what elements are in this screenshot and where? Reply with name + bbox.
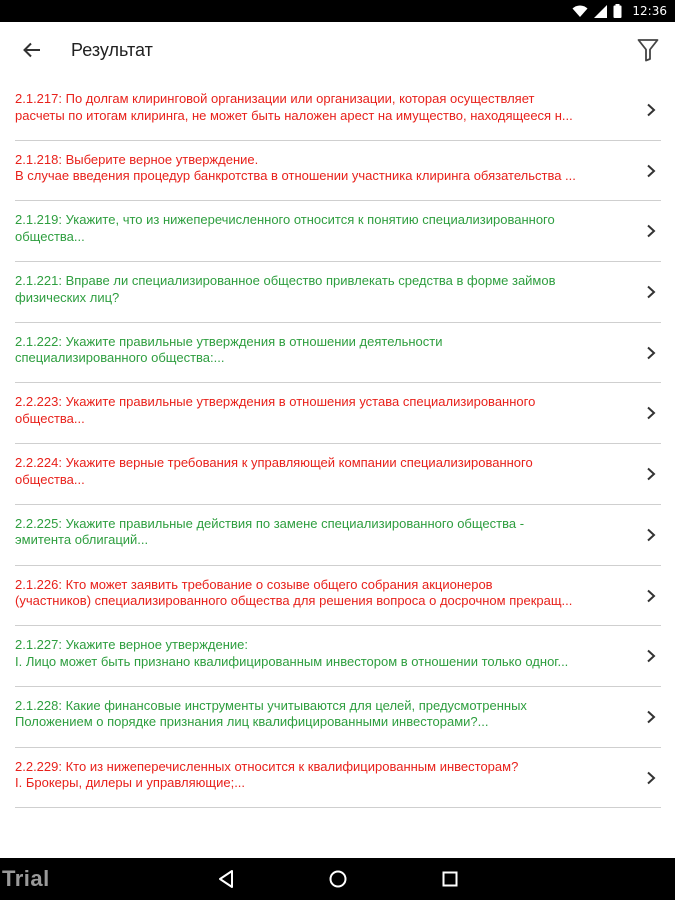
question-text [15,91,625,124]
question-line-1: 2.1.218: Выберите верное утверждение. [15,151,259,167]
chevron-right-icon [644,223,658,239]
question-text [15,273,625,306]
question-line-2: общества... [15,410,85,426]
question-line-2: Положением о порядке признания лиц квалифицированными инвесторами?... [15,714,489,730]
question-line-2: (участников) специализированного общества для решения вопроса о досрочном прекращ... [15,593,573,608]
filter-button[interactable] [634,36,662,64]
list-item[interactable] [0,383,675,444]
nav-recents-button[interactable] [439,868,461,890]
question-text [15,516,625,549]
list-item[interactable] [0,748,675,809]
question-line-1: 2.1.217: По долгам клиринговой организации или организации, которая осуществляет [15,91,535,106]
question-line-2: I. Лицо может быть признано квалифицированным инвестором в отношении только одног... [15,653,569,669]
chevron-right-icon [644,709,658,725]
question-line-1: 2.2.225: Укажите правильные действия по замене специализированного общества - [15,515,525,531]
nav-back-button[interactable] [215,868,237,890]
triangle-back-icon [217,869,235,889]
status-time: 12:36 [632,4,667,18]
wifi-icon [572,5,588,18]
list-item[interactable] [0,201,675,262]
list-item[interactable] [0,505,675,566]
question-line-2: эмитента облигаций... [15,532,149,548]
question-line-1: 2.1.221: Вправе ли специализированное общество привлекать средства в форме займов [15,273,556,289]
list-item[interactable] [0,566,675,627]
back-button[interactable] [18,38,46,62]
filter-icon [637,38,659,62]
chevron-right-icon [644,770,658,786]
square-recents-icon [441,870,459,888]
chevron-right-icon [644,102,658,118]
question-line-2: общества... [15,228,85,244]
question-text [15,334,625,367]
list-item[interactable] [0,262,675,323]
status-bar [0,0,675,22]
chevron-right-icon [644,405,658,421]
chevron-right-icon [644,588,658,604]
question-line-1: 2.1.227: Укажите верное утверждение: [15,637,249,653]
question-text [15,455,625,488]
question-line-1: 2.1.226: Кто может заявить требование о созыве общего собрания акционеров [15,576,493,592]
question-line-1: 2.2.224: Укажите верные требования к управляющей компании специализированного [15,455,533,471]
list-item[interactable] [0,141,675,202]
question-text [15,152,625,185]
chevron-right-icon [644,527,658,543]
question-line-1: 2.2.223: Укажите правильные утверждения в отношения устава специализированного [15,394,536,410]
question-text [15,394,625,427]
question-text [15,577,625,610]
app-bar [0,22,675,78]
navigation-bar [0,858,675,900]
page-title: Результат [71,40,153,60]
chevron-right-icon [644,648,658,664]
question-text [15,637,625,670]
list-item[interactable] [0,323,675,384]
question-line-2: физических лиц? [15,289,120,305]
question-text [15,212,625,245]
results-list [0,80,675,808]
list-item[interactable] [0,626,675,687]
chevron-right-icon [644,163,658,179]
divider [15,807,661,808]
list-item[interactable] [0,687,675,748]
trial-watermark: Trial [2,866,50,891]
list-item[interactable] [0,80,675,141]
question-line-2: специализированного общества:... [15,350,225,366]
question-line-2: расчеты по итогам клиринга, не может быть наложен арест на имущество, находящееся н... [15,107,573,123]
list-item[interactable] [0,444,675,505]
chevron-right-icon [644,466,658,482]
question-line-2: В случае введения процедур банкротства в отношении участника клиринга обязательства ... [15,168,576,184]
question-line-1: 2.2.229: Кто из нижеперечисленных относится к квалифицированным инвесторам? [15,758,519,774]
nav-home-button[interactable] [327,868,349,890]
arrow-back-icon [23,42,41,58]
question-text [15,759,625,792]
question-line-2: общества... [15,471,85,487]
question-line-1: 2.1.228: Какие финансовые инструменты учитываются для целей, предусмотренных [15,697,527,713]
question-line-1: 2.1.222: Укажите правильные утверждения в отношении деятельности [15,333,443,349]
question-line-2: I. Брокеры, дилеры и управляющие;... [15,775,246,791]
question-text [15,698,625,731]
chevron-right-icon [644,284,658,300]
signal-icon [594,5,607,18]
question-line-1: 2.1.219: Укажите, что из нижеперечисленного относится к понятию специализированного [15,212,555,228]
battery-icon [613,4,622,18]
circle-home-icon [328,869,348,889]
chevron-right-icon [644,345,658,361]
